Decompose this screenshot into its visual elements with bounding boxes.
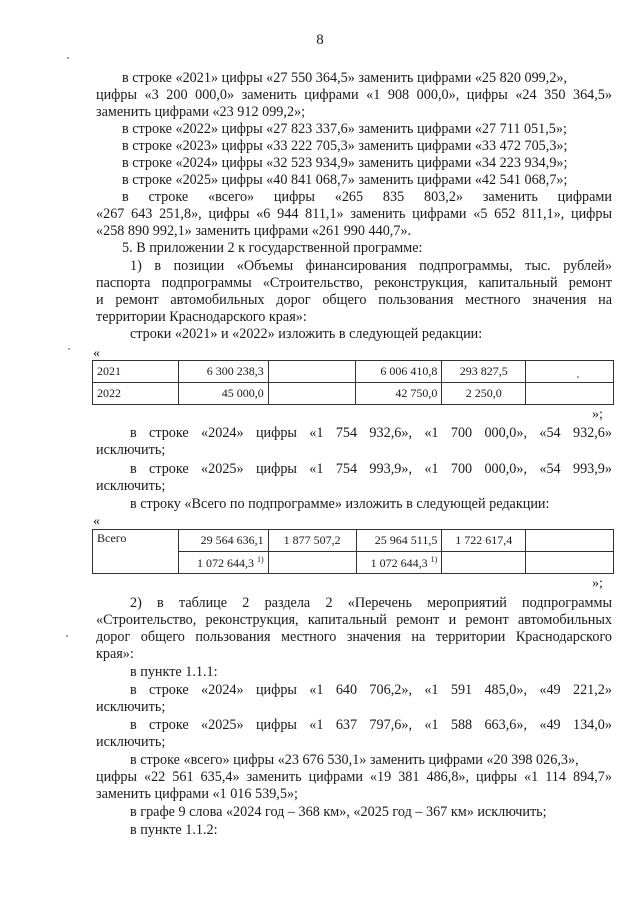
scan-speck: [66, 635, 68, 637]
table-cell: [526, 361, 614, 383]
footnote-mark: 1): [430, 554, 438, 564]
table-cell: [526, 383, 614, 405]
text-line: в строке «2021» цифры «27 550 364,5» заменить цифрами «25 820 099,2»,: [122, 70, 568, 86]
text-line: «Строительство, реконструкция, капитальный ремонт и ремонт автомобильных: [96, 612, 612, 628]
footnote-mark: 1): [257, 554, 264, 564]
open-quote: «: [93, 514, 100, 529]
text-line: и ремонт автомобильных дорог общего пользования местного значения на: [96, 292, 612, 308]
scan-speck: [67, 57, 69, 59]
table-cell: [178, 552, 268, 574]
table-cell: [442, 552, 526, 574]
text-line: в строке «2024» цифры «1 754 932,6», «1 700 000,0», «54 932,6»: [130, 425, 612, 441]
text-line: заменить цифрами «1 016 539,5»;: [96, 786, 298, 802]
close-quote: »;: [592, 407, 603, 422]
table-cell: 25 964 511,5: [356, 530, 442, 552]
text-line: края»:: [96, 646, 134, 662]
table-cell: 6 006 410,8: [356, 361, 442, 383]
open-quote: «: [93, 346, 100, 361]
table-cell: 1 877 507,2: [268, 530, 356, 552]
text-line: территории Краснодарского края»:: [96, 309, 307, 325]
text-line: заменить цифрами «23 912 099,2»;: [96, 104, 306, 120]
text-line: «258 890 992,1» заменить цифрами «261 990 440,7».: [96, 223, 412, 239]
text-line: 1) в позиции «Объемы финансирования подпрограммы, тыс. рублей»: [130, 258, 612, 274]
table-cell: 6 300 238,3: [178, 361, 268, 383]
table-row: [93, 361, 614, 383]
text-line: в графе 9 слова «2024 год – 368 км», «2025 год – 367 км» исключить;: [130, 804, 547, 820]
table-cell: [268, 383, 356, 405]
text-line: в строке «всего» цифры «265 835 803,2» заменить цифрами: [122, 189, 612, 205]
text-line: в строке «2023» цифры «33 222 705,3» заменить цифрами «33 472 705,3»;: [122, 138, 568, 154]
table-cell: 2 250,0: [442, 383, 526, 405]
text-line: в строке «2024» цифры «32 523 934,9» заменить цифрами «34 223 934,9»;: [122, 155, 568, 171]
text-line: в строку «Всего по подпрограмме» изложить в следующей редакции:: [130, 496, 550, 512]
text-line: 5. В приложении 2 к государственной программе:: [122, 240, 423, 256]
table-cell: 293 827,5: [442, 361, 526, 383]
text-line: «267 643 251,8», цифры «6 944 811,1» заменить цифрами «5 652 811,1», цифры: [96, 206, 612, 222]
text-line: исключить;: [96, 478, 166, 494]
text-line: в строке «2025» цифры «1 754 993,9», «1 700 000,0», «54 993,9»: [130, 461, 612, 477]
table-cell: [356, 552, 442, 574]
table-cell: [268, 552, 356, 574]
text-line: в строке «всего» цифры «23 676 530,1» заменить цифрами «20 398 026,3»,: [130, 752, 579, 768]
text-line: 2) в таблице 2 раздела 2 «Перечень мероприятий подпрограммы: [130, 595, 612, 611]
text-line: строки «2021» и «2022» изложить в следующей редакции:: [130, 326, 483, 342]
table-cell: 29 564 636,1: [178, 530, 268, 552]
scan-speck: [68, 348, 70, 350]
table-cell: Всего: [93, 530, 179, 574]
table-cell: 2021: [93, 361, 179, 383]
text-line: в пункте 1.1.1:: [130, 664, 218, 680]
text-line: исключить;: [96, 699, 166, 715]
text-line: в пункте 1.1.2:: [130, 822, 218, 838]
table-cell: [268, 361, 356, 383]
table-row: [93, 383, 614, 405]
cell-value: 1 072 644,3: [197, 555, 254, 570]
scan-speck: [577, 376, 579, 378]
table-cell: 1 722 617,4: [442, 530, 526, 552]
financing-table: [92, 360, 614, 405]
text-line: в строке «2022» цифры «27 823 337,6» заменить цифрами «27 711 051,5»;: [122, 121, 567, 137]
table-cell: [526, 552, 614, 574]
close-quote: »;: [592, 576, 603, 591]
text-line: дорог общего пользования местного значения на территории Краснодарского: [96, 629, 612, 645]
text-line: в строке «2025» цифры «1 637 797,6», «1 588 663,6», «49 134,0»: [130, 717, 612, 733]
total-table: [92, 529, 614, 574]
table-cell: [526, 530, 614, 552]
table-cell: 42 750,0: [356, 383, 442, 405]
text-line: исключить;: [96, 734, 166, 750]
text-line: цифры «3 200 000,0» заменить цифрами «1 908 000,0», цифры «24 350 364,5»: [96, 87, 612, 103]
text-line: в строке «2025» цифры «40 841 068,7» заменить цифрами «42 541 068,7»;: [122, 172, 568, 188]
page-number: 8: [316, 32, 324, 48]
table-cell: 2022: [93, 383, 179, 405]
text-line: цифры «22 561 635,4» заменить цифрами «19 381 486,8», цифры «1 114 894,7»: [96, 769, 612, 785]
table-row: [93, 530, 614, 552]
text-line: паспорта подпрограммы «Строительство, реконструкция, капитальный ремонт: [96, 275, 612, 291]
table-cell: 45 000,0: [178, 383, 268, 405]
text-line: исключить;: [96, 442, 166, 458]
cell-value: 1 072 644,3: [370, 555, 428, 570]
text-line: в строке «2024» цифры «1 640 706,2», «1 591 485,0», «49 221,2»: [130, 682, 612, 698]
